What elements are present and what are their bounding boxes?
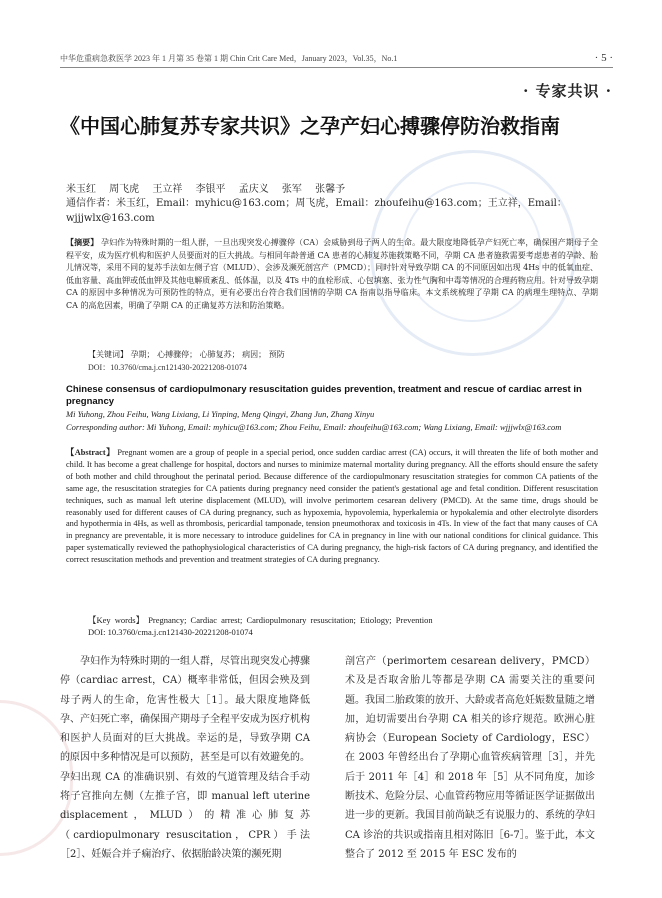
page-number: · 5 · (594, 52, 613, 64)
running-header (60, 52, 613, 68)
abstract-cn-text: 孕妇作为特殊时期的一组人群，一旦出现突发心搏骤停（CA）会威胁到母子两人的生命。最大限度地降低孕产妇死亡率，确保围产期母子全程平安，成为医疗机构和医护人员要面对的巨大挑战。与相同年龄普通 CA 患者的心肺复苏施救策略不同，孕期 CA 患者施救需要考虑患者的孕龄、胎儿情况等，采用不同的复苏手法如左侧子宫（MLUD）、会涉及濒死剖宫产（PMCD）；同时针对导致孕期 CA 的不同原因如出现 4Hs 中的低氧血症、低血容量、高血钾或低血钾及其他电解质紊乱、低体温，以及 4Ts 中的血栓形成、心包填塞、张力性气胸和中毒等情况的合理药物应用。针对导致孕期 CA 的原因中多种情况为可预防性的特点，更有必要出台符合我们国情的孕期 CA 指南以指导临床。本文系统梳理了孕期 CA 的病理生理特点、孕期 CA 的高危因素，明确了孕期 CA 的正确复苏方法和防治策略。 (66, 238, 598, 310)
abstract-en-text: Pregnant women are a group of people in a special period, once sudden cardiac arrest (CA) occurs, it will threaten the life of both mother and child. It has become a great challenge for hospital, doctors and nurses to minimize maternal mortality during pregnancy. All the efforts should ensure the safety of both mother and child throughout the perinatal period. Because difference of the cardiopulmonary resuscitation strategies for common CA patients of the same age, the resuscitation strategies for CA patients during pregnancy need consider the patient's gestational age and fetal condition. Different resuscitation techniques, such as manual left uterine displacement (MLUD), will involve perimortem cesarean delivery (PMCD). At the same time, drugs should be reasonably used for different causes of CA during pregnancy, such as hypoxemia, hypovolemia, hyperkalemia or hypokalemia and other electrolyte disorders and hypothermia in 4Hs, as well as thrombosis, pericardial tamponade, tension pneumothorax and toxicosis in 4Ts. In view of the fact that many causes of CA in pregnancy are preventable, it is more necessary to introduce guidelines for CA in pregnancy in line with our national conditions for clinical guidance. This paper systematically reviewed the pathophysiological characteristics of CA during pregnancy, the high-risk factors of CA during pregnancy, and identified the correct resuscitation methods and prevention and treatment strategies of CA during pregnancy. (66, 448, 599, 565)
doi-en: DOI: 10.3760/cma.j.cn121430-20221208-01074 (88, 627, 253, 637)
body-text-left: 孕妇作为特殊时期的一组人群，尽管出现突发心搏骤停（cardiac arrest，CA）概率非常低，但因会殃及到母子两人的生命，危害性极大［1］。最大限度地降低孕、产妇死亡率，确保围产期母子全程平安成为医疗机构和医护人员面对的巨大挑战。幸运的是，导致孕期 CA 的原因中多种情况是可以预防，甚至是可以有效避免的。孕妇出现 CA 的准确识别、有效的气道管理及结合手动将子宫推向左侧（左推子宫，即 manual left uterine displacement，MLUD）的精准心肺复苏（cardiopulmonary resuscitation，CPR）手法［2］、妊娠合并子痫治疗、依据胎龄决策的濒死期 (60, 656, 310, 860)
column-tag: · 专家共识 · (523, 82, 612, 100)
body-column-right (345, 652, 595, 864)
corresponding-cn: 通信作者：米玉红，Email：myhicu@163.com；周飞虎，Email：zhoufeihu@163.com；王立祥，Email：wjjjwlx@163.com (66, 198, 567, 224)
keywords-en: 【Key words】 Pregnancy; Cardiac arrest; Cardiopulmonary resuscitation; Etiology; Prevention (88, 615, 433, 625)
abstract-en (66, 447, 598, 566)
english-title: Chinese consensus of cardiopulmonary resuscitation guides prevention, treatment and rescue of cardiac arrest in pregnancy (66, 384, 582, 407)
abstract-en-label: 【Abstract】 (66, 448, 115, 457)
body-column-left (60, 652, 310, 864)
english-authors: Mi Yuhong, Zhou Feihu, Wang Lixiang, Li Yinping, Meng Qingyi, Zhang Jun, Zhang Xinyu (66, 409, 375, 419)
keywords-cn: 【关键词】 孕期； 心搏骤停； 心肺复苏； 病因； 预防 (88, 350, 285, 359)
article-title: 《中国心肺复苏专家共识》之孕产妇心搏骤停防治救指南 (60, 114, 560, 138)
body-text-right: 剖宫产（perimortem cesarean delivery，PMCD）术及是否取舍胎儿等都是孕期 CA 需要关注的重要问题。我国二胎政策的放开、大龄或者高危妊娠数量随之增加，迫切需要出台孕期 CA 相关的诊疗规范。欧洲心脏病协会（European Society of Cardiology，ESC）在 2003 年曾经出台了孕期心血管疾病管理［3］，并先后于 2011 年［4］和 2018 年［5］从不同角度，加诊断技术、危险分层、心血管药物应用等循证医学证据做出进一步的更新。我国目前尚缺乏有说服力的、系统的孕妇 CA 诊治的共识或指南且相对陈旧［6-7］。鉴于此，本文整合了 2012 至 2015 年 ESC 发布的 (345, 656, 595, 860)
english-corresponding: Corresponding author: Mi Yuhong, Email: myhicu@163.com; Zhou Feihu, Email: zhoufeihu@163.com; Wang Lixiang, Email: wjjjwlx@163.com (66, 422, 562, 432)
abstract-cn (66, 236, 598, 313)
abstract-cn-label: 【摘要】 (66, 237, 99, 247)
journal-info: 中华危重病急救医学 2023 年 1 月第 35 卷第 1 期 Chin Crit Care Med，January 2023，Vol.35，No.1 (60, 54, 398, 63)
doi-cn: DOI：10.3760/cma.j.cn121430-20221208-01074 (88, 363, 247, 372)
authors-cn: 米玉红 周飞虎 王立祥 李银平 孟庆义 张军 张馨予 (66, 184, 346, 195)
